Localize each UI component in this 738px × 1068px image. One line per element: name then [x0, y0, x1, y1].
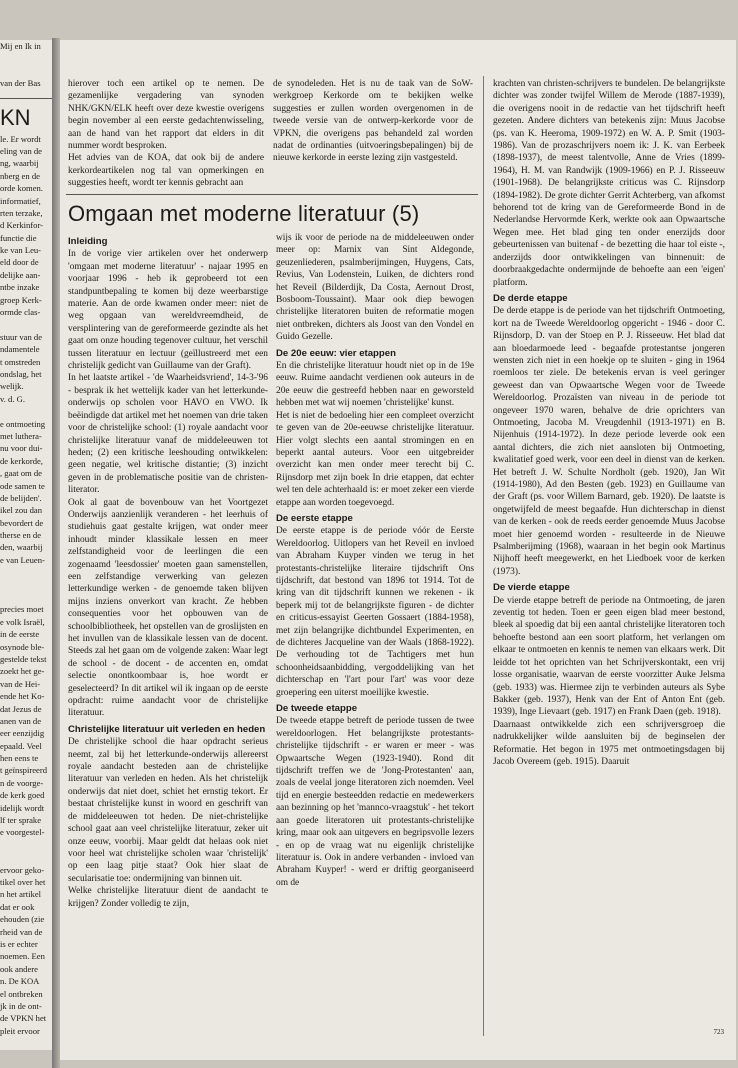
previous-page-line — [0, 566, 52, 578]
previous-page-line: nu voor dui- — [0, 443, 43, 454]
previous-page-line: therse en de — [0, 530, 42, 541]
previous-page-line: hen eens te — [0, 753, 39, 764]
article-title: Omgaan met moderne literatuur (5) — [68, 201, 420, 226]
previous-page-line: nberg en de — [0, 170, 40, 181]
previous-page-line: ntbe inzake — [0, 282, 40, 293]
previous-page-line: ke van Leu- — [0, 245, 42, 256]
previous-page-line: eld door de — [0, 257, 39, 268]
previous-page-line: t geïnspireerd — [0, 765, 48, 776]
previous-page-line: van der Bas — [0, 78, 41, 89]
previous-page-line: informatief, — [0, 195, 41, 206]
previous-page-line: idelijk wordt — [0, 802, 45, 813]
previous-page-line: e van Leuen- — [0, 554, 45, 565]
section-heading: Christelijke literatuur uit verleden en heden — [68, 723, 266, 735]
previous-page-line: anen van de — [0, 715, 42, 726]
previous-page-line: de kerkorde, — [0, 455, 43, 466]
previous-page-line: eling van de — [0, 145, 42, 156]
section-heading: De tweede etappe — [276, 703, 358, 715]
section-heading: De vierde etappe — [493, 582, 570, 594]
previous-page-line: tikel over het — [0, 877, 46, 887]
paragraph: En die christelijke literatuur houdt niet op in de 19e eeuw. Ruime aandacht verdienen ook auteurs in de 20e eeuw die gestreefd hebben naar en geworsteld hebben met wat wij noemen 'christelijke' kunst. — [276, 361, 474, 409]
paragraph: Het is niet de bedoeling hier een compleet overzicht te geven van de 20e-eeuwse christelijke literatuur. Hier volgt slechts een aantal stromingen en en beperkt aantal auteurs. Voor een uitgebreider overzicht kan men onder meer terecht bij C. Rijnsdorp met zijn boek In drie etappen, dat echter wel ten dele achterhaald is: er moet zeker een vierde etappe aan worden toegevoegd. — [276, 410, 474, 508]
paragraph: De derde etappe is de periode van het tijdschrift Ontmoeting, kort na de Tweede Wereldoorlog opgericht - 1946 - door C. Rijnsdorp, D. van der Stoep en P. J. Risseeuw. Het blad dat aan bloedarmoede leed - begaafde protestantse jongeren wensten zich niet in een hoekje op te sluiten - ging in 1964 roemloos ter ziele. De betekenis ervan is veel geringer geweest dan van Opwaartsche Wegen voor de Tweede Wereldoorlog. Prozaïsten van niveau in de periode tot ongeveer 1970 waren, behalve de drie oprichters van Ontmoeting, Jacoba M. Vreugdenhil (1913-1971) en B. Nijenhuis (1914-1972). In deze periode leverde ook een aantal dichters, die zich niet aansloten bij Ontmoeting, kwalitatief goed werk, voor een deel in dienst van de kerken. Het betreft J. W. Schulte Nordholt (geb. 1920), Jan Wit (1914-1980), Ad den Besten (geb. 1923) en Guillaume van der Graft (ps. voor Willem Barnard, geb. 1920). De laatste is ongetwijfeld de meest begaafde. Hun dichterschap in dienst van de kerken - ook de reeds eerder genoemde Muus Jacobse moet hier genoemd worden - resulteerde in de Nieuwe Psalmberijming (1968), waaraan in het begin ook Martinus Nijhoff heeft meegewerkt, en het Liedboek voor de kerken (1973). — [493, 306, 725, 577]
paragraph: hierover toch een artikel op te nemen. De gezamenlijke vergadering van synoden NHK/GKN/ELK heeft over deze kwestie overigens begin november al een eerste gedachtenwisseling, aan de hand van het rapport dat elders in dit nummer wordt besproken. Het advies van de KOA, dat ook bij de andere kerkordeartikelen nog tal van opmerkingen en suggesties heeft, wordt ter kennis gebracht aan — [68, 79, 264, 189]
previous-page-line: dat Jezus de — [0, 703, 42, 714]
previous-page-line: pleit ervoor — [0, 1025, 40, 1036]
paragraph: de synodeleden. Het is nu de taak van de SoW-werkgroep Kerkorde om te bekijken welke suggesties er zullen worden overgenomen in de tweede versie van de ontwerp-kerkorde voor de VPKN, die overigens pas behandeld zal worden nadat de ordinanties (uitvoeringsbepalingen) bij de nieuwe kerkorde in eerste lezing zijn vastgesteld. — [273, 79, 473, 164]
previous-page-line: jk in de ont- — [0, 1000, 42, 1011]
previous-page-line: orde komen. — [0, 183, 43, 194]
previous-page-line: lf ter sprake — [0, 815, 42, 826]
previous-page-line: de kerk goed — [0, 790, 45, 801]
top-continuation-column-a — [68, 78, 264, 190]
previous-page-line: e volk Israël, — [0, 616, 45, 627]
previous-page-line — [0, 579, 52, 591]
previous-page-line — [0, 52, 52, 64]
paragraph: De vierde etappe betreft de periode na Ontmoeting, de jaren zeventig tot heden. Toen er geen eigen blad meer bestond, bleek al spoedig dat bij een aantal christelijke literatoren toch behoefte bestond aan een soort platform, het verlangen om elkaar te ontmoeten en kennis te nemen van elkaars werk. Dit leidde tot het oprichten van het Schrijverskontakt, een vrij losse organisatie, waarvan de eerste voorzitter Auke Jelsma (geb. 1933) was. Hiermee zijn te verbinden auteurs als Sybe Bakker (geb. 1937), Henk van der Ent of Anton Ent (geb. 1939), Inge Lievaart (geb. 1917) en Frank Daen (geb. 1918). — [493, 595, 725, 718]
previous-page-line: bevordert de — [0, 517, 44, 528]
previous-page-line: ng, waarbij — [0, 158, 39, 169]
previous-page-line: e voorgestel- — [0, 827, 45, 838]
previous-page-line: ormde clas- — [0, 307, 41, 318]
previous-page-top-lines — [0, 40, 52, 90]
previous-page-body-lines — [0, 133, 52, 1038]
previous-page-line: Mij en Ik in — [0, 41, 41, 51]
previous-page-line: zoekt het ge- — [0, 666, 45, 677]
previous-page-line: e ontmoeting — [0, 418, 46, 429]
article-column-2 — [276, 232, 474, 889]
previous-page-line: epaald. Veel — [0, 740, 42, 751]
paragraph: In de vorige vier artikelen over het onderwerp 'omgaan met moderne literatuur' - najaar 1995 en voorjaar 1996 - heb ik geprobeerd tot een standpuntbepaling te komen bij deze weerbarstige materie. Aan de orde kwamen onder meer: niet de weg opgaan van wereldvreemdheid, de versplintering van de gereformeerde gezindte als het gaat om onze houding tegenover cultuur, het verschil tussen literatuur en lectuur (geïllustreerd met een christelijk gedicht van Guillaume van der Graft). — [68, 249, 268, 372]
previous-page-line: ende het Ko- — [0, 691, 45, 702]
previous-page-line: is er echter — [0, 938, 38, 949]
column-rule — [483, 76, 484, 1036]
previous-page-line: in de eerste — [0, 629, 40, 640]
section-heading: Inleiding — [68, 236, 108, 247]
paragraph: Welke christelijke literatuur dient de aandacht te krijgen? Zonder volledig te zijn, — [68, 886, 268, 909]
previous-page-line: welijk. — [0, 381, 24, 392]
previous-page-line: groep Kerk- — [0, 294, 42, 305]
previous-page-line: noemen. Een — [0, 951, 45, 962]
section-heading: De eerste etappe — [276, 512, 353, 524]
previous-page-line: precies moet — [0, 604, 44, 615]
previous-page-line: t omstreden — [0, 356, 41, 367]
previous-page-divider — [0, 98, 52, 99]
previous-page-line: functie die — [0, 232, 37, 243]
previous-page-line: ikel zou dan — [0, 505, 42, 516]
previous-page-line: le. Er wordt — [0, 133, 41, 144]
previous-page-line: van de Hei- — [0, 678, 41, 689]
paragraph: In het laatste artikel - 'de Waarheidsvriend', 14-3-'96 - besprak ik het wettelijk kader van het letterkunde-onderwijs op scholen voor HAVO en VWO. Ik beëindigde dat artikel met het noemen van drie taken voor de christelijke school: (1) royale aandacht voor christelijke literatuur vanaf de middeleeuwen tot heden; (2) een kritische leeshouding ontwikkelen: geen negatie, wel kritische distantie; (3) inzicht geven in de problematische positie van de christen-literator. — [68, 373, 268, 496]
previous-page-line: n. De KOA — [0, 976, 40, 987]
previous-page-line: rten terzake, — [0, 207, 43, 218]
previous-page-line: de belijden'. — [0, 492, 42, 503]
previous-page-line: ehouden (zie — [0, 914, 45, 925]
book-gutter — [52, 38, 60, 1068]
paragraph: Ook al gaat de bovenbouw van het Voortgezet Onderwijs aanzienlijk veranderen - het leerhuis of studiehuis gaat gestalte krijgen, wat onder meer inhoudt minder klassikale lessen en meer zelfstandigheid voor de leerlingen die een zogenaamd 'leesdossier' moeten gaan samenstellen, een zelfstandige verwerking van gelezen letterkundige werken - de genoemde taken blijven mijns inziens onverkort van kracht. Ze hebben consequenties voor het opbouwen van de schoolbibliotheek, het opstellen van de groslijsten en het invullen van de klassikale lessen van de docent. Steeds zal het gaan om de volgende zaken: Waar legt de school - de docent - de accenten en, omdat selectie onontkoombaar is, hoe wordt er geselecteerd? In dit artikel wil ik ingaan op de eerste opdracht: ruime aandacht voor de christelijke literatuur. — [68, 497, 268, 719]
previous-page-heading-fragment: KN — [0, 104, 31, 130]
previous-page-line: den, waarbij — [0, 542, 43, 553]
previous-page-line — [0, 851, 52, 863]
previous-page-line: el ontbreken — [0, 988, 43, 999]
previous-page-line: eer eenzijdig — [0, 728, 45, 739]
previous-page-line: stuur van de — [0, 331, 43, 342]
previous-page-line: de VPKN het — [0, 1013, 47, 1024]
previous-page-line: d Kerkinfor- — [0, 220, 44, 231]
previous-page-line — [0, 839, 52, 851]
article-column-3 — [493, 78, 725, 768]
previous-page-line: n de voorge- — [0, 777, 44, 788]
previous-page-line — [0, 591, 52, 603]
section-heading: De 20e eeuw: vier etappen — [276, 347, 396, 359]
previous-page-line: gestelde tekst — [0, 653, 47, 664]
paragraph: krachten van christen-schrijvers te bundelen. De belangrijkste dichter was zonder twijfel Willem de Merode (1887-1939), die overigens nooit in de redactie van het tijdschrift heeft gezeten. Andere dichters van betekenis zijn: Muus Jacobse (ps. van K. Heeroma, 1909-1972) en W. A. P. Smit (1903-1986). Van de prozaschrijvers noem ik: J. K. van Eerbeek (1898-1937), de meest talentvolle, Anne de Vries (1899-1964), H. M. van Randwijk (1909-1966) en P. J. Risseeuw (1901-1968). De belangrijkste criticus was C. Rijnsdorp (1894-1982). De grote dichter Gerrit Achterberg, van afkomst behorend tot de kring van de Gereformeerde Bond in de Nederlandse Hervormde Kerk, werkte ook aan Opwaartsche Wegen mee. Het blad ging ten onder enerzijds door gebeurtenissen van buitenaf - de bezetting die haar tol eiste -, anderzijds door ontwikkelingen van binnenuit: de doorbraakgedachte ondermijnde de behoefte aan een 'eigen' platform. — [493, 79, 725, 288]
previous-page-line — [0, 405, 52, 417]
previous-page-line: n het artikel — [0, 889, 42, 900]
paragraph: De eerste etappe is de periode vóór de Eerste Wereldoorlog. Uitlopers van het Reveil en invloed van Abraham Kuyper vinden we terug in het protestants-christelijke literaire tijdschrift Ons tijdschrift, dat bestond van 1896 tot 1914. Tot de kring van dit tijdschrift kunnen we rekenen - ik beperk mij tot de belangrijkste figuren - de dichter en criticus-essayist Geerten Gossaert (1884-1958), met zijn belangrijke dichtbundel Experimenten, en de dichteres Jacqueline van der Waals (1868-1922). De verhouding tot de Tachtigers met hun schoonheidsaanbidding, vergoddelijking van het dichterschap en 'l'art pour l'art' was voor deze groepering een uiterst moeilijke kwestie. — [276, 526, 474, 698]
previous-page-line: ervoor geko- — [0, 864, 45, 875]
previous-page-line: ondslag, het — [0, 368, 42, 379]
article-column-1 — [68, 232, 268, 910]
previous-page-line: dat er ook — [0, 901, 35, 912]
previous-page-line: osynode ble- — [0, 641, 45, 652]
document-page — [60, 40, 736, 1060]
section-divider — [66, 194, 478, 195]
previous-page-line: rheid van de — [0, 926, 43, 937]
paragraph: wijs ik voor de periode na de middeleeuwen onder meer op: Marnix van Sint Aldegonde, geuzenliederen, psalmberijmingen, Huygens, Cats, Revius, Van Lodenstein, Luiken, de dichters rond het Reveil (Bilderdijk, Da Costa, Aernout Drost, Bosboom-Toussaint). Maar ook diep bewogen christelijke literatoren buiten de reformatie mogen niet ontbreken, dichters als Joost van den Vondel en Guido Gezelle. — [276, 233, 474, 343]
previous-page-line: ndamentele — [0, 344, 40, 355]
previous-page-line: ode samen te — [0, 480, 45, 491]
previous-page-fragment — [0, 40, 52, 1050]
paragraph: Daarnaast ontwikkelde zich een schrijversgroep die nadrukkelijker wilde aansluiten bij de beginselen der Reformatie. Het begon in 1975 met ontmoetingsdagen bij Jacob Overeem (geb. 1915). Daaruit — [493, 719, 725, 767]
section-heading: De derde etappe — [493, 292, 568, 304]
previous-page-line — [0, 318, 52, 330]
previous-page-line: met luthera- — [0, 430, 42, 441]
previous-page-line: ook andere — [0, 963, 38, 974]
top-continuation-column-b — [273, 78, 473, 165]
paragraph: De tweede etappe betreft de periode tussen de twee wereldoorlogen. Het belangrijkste protestants-christelijke tijdschrift - er waren er meer - was Opwaartsche Wegen (1923-1940). Rond dit tijdschrift treffen we de 'Jong-Protestanten' aan, zoals de veelal jonge literatoren zich noemden. Veel tijd en energie besteedden redactie en medewerkers aan bezinning op het 'mannco-vraagstuk' - het tekort aan goede literatoren uit protestants-christelijke kring, maar ook aan uitgevers en begripsvolle lezers - en op de vraag wat nu eigenlijk christelijke literatuur is. Ook in andere verbanden - invloed van Abraham Kuyper! - werd er driftig georganiseerd om de — [276, 716, 474, 888]
previous-page-line: v. d. G. — [0, 393, 25, 404]
previous-page-line — [0, 65, 52, 77]
previous-page-line: delijke aan- — [0, 269, 41, 280]
paragraph: De christelijke school die haar opdracht serieus neemt, zal bij het letterkunde-onderwijs allereerst royale aandacht besteden aan de christelijke literatuur van verleden en heden. Als het christelijk onderwijs dat niet doet, schiet het ernstig tekort. Er bestaat christelijke kunst in woord en geschrift van de middeleeuwen tot heden. De niet-christelijke school gaat aan veel christelijke literatuur, zeker uit onze eeuw, voorbij. Maar geldt dat helaas ook niet voor heel wat christelijke scholen waar 'christelijk' op een laag pitje staat? Ook hier slaat de secularisatie toe: ondermijning van binnen uit. — [68, 737, 268, 884]
previous-page-line: , gaat om de — [0, 468, 42, 479]
page-number: 723 — [713, 1028, 724, 1036]
